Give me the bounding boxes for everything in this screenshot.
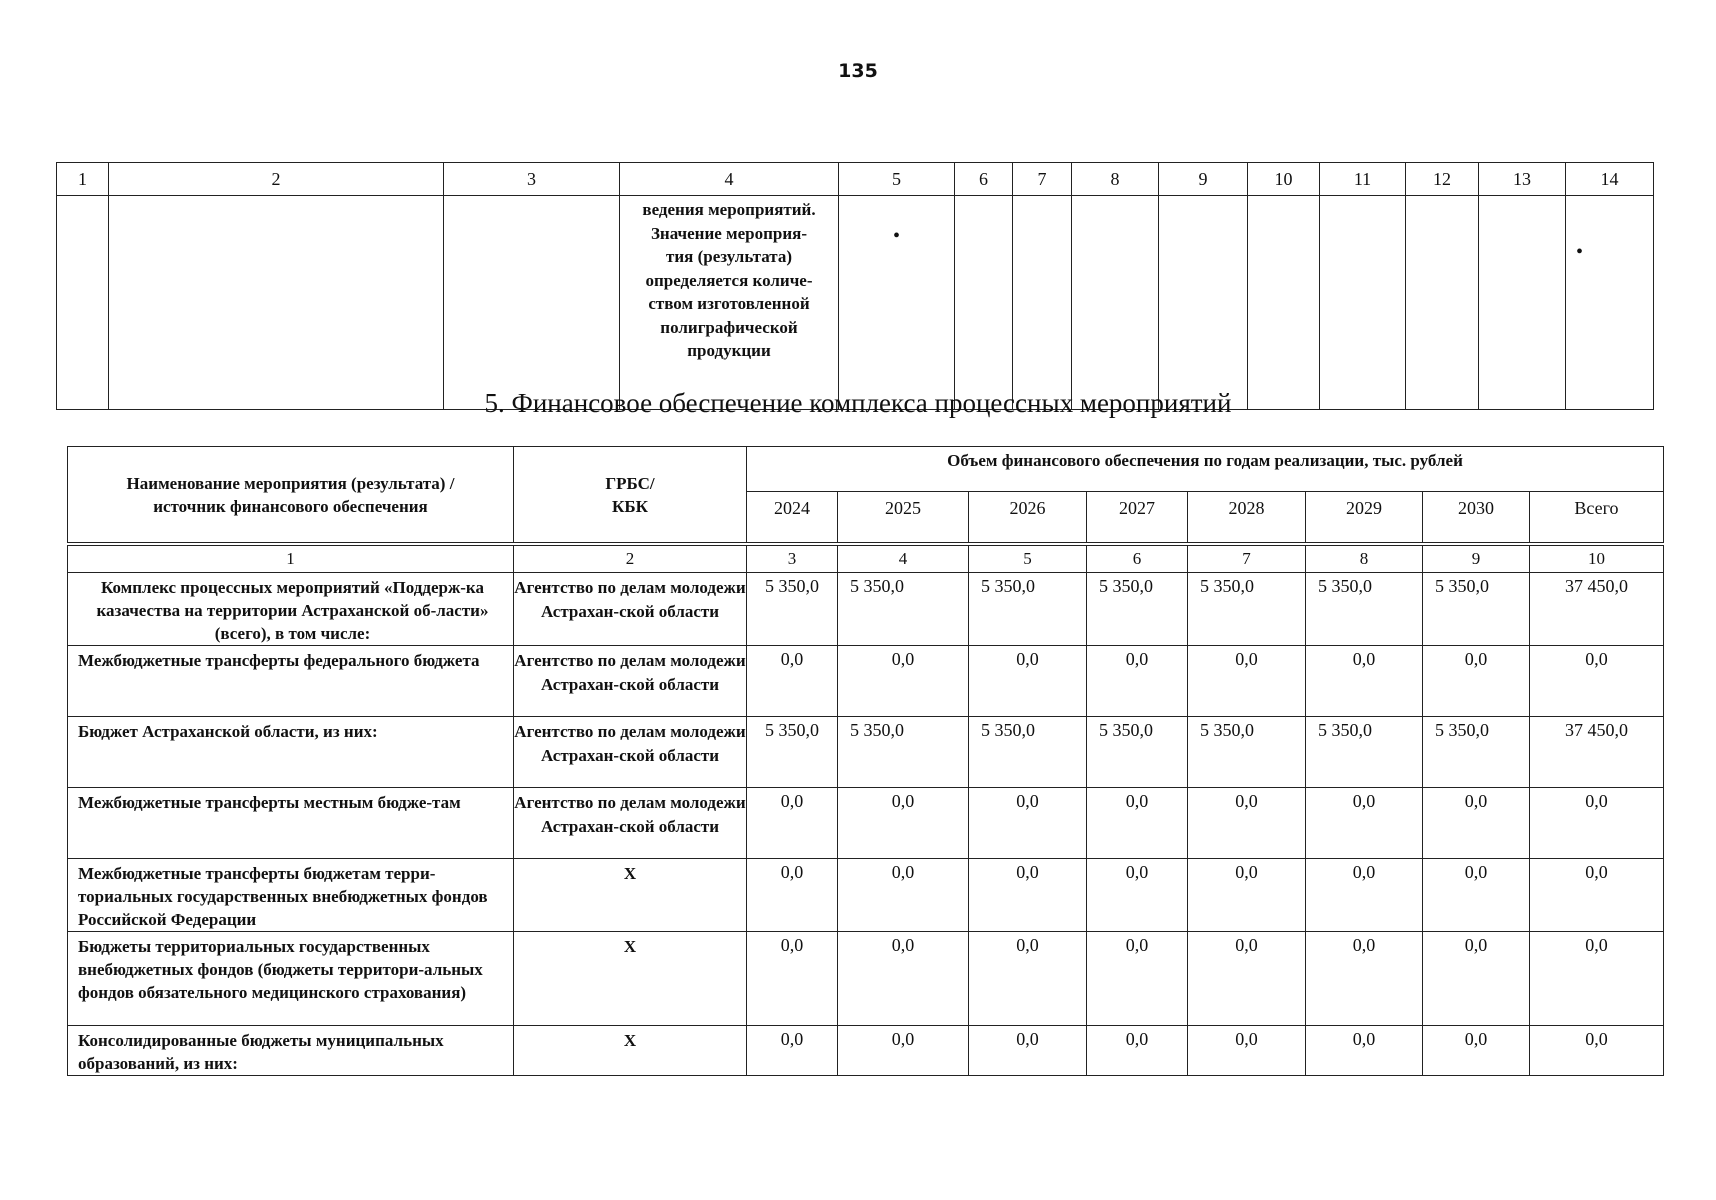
column-number: 2 [109,163,444,196]
value-cell: 0,0 [1423,859,1530,932]
table-cell [57,196,109,410]
value-cell: 0,0 [1306,788,1423,859]
section-title: 5. Финансовое обеспечение комплекса процессных мероприятий [484,388,1232,418]
text-line: ством изготовленной [648,294,810,313]
year-header: 2030 [1423,492,1530,545]
value-cell: 5 350,0 [1087,573,1188,646]
table-row [68,859,1664,932]
value-cell: 5 350,0 [1087,717,1188,788]
column-number: 7 [1013,163,1072,196]
value-cell: 0,0 [747,859,838,932]
value-cell: 0,0 [1306,646,1423,717]
value-cell: 0,0 [1188,859,1306,932]
text-line: продукции [687,341,771,360]
year-header: 2029 [1306,492,1423,545]
name-column-header: Наименование мероприятия (результата) / источник финансового обеспечения [68,447,514,545]
value-cell: 5 350,0 [1188,573,1306,646]
value-cell: 0,0 [969,646,1087,717]
year-header: 2024 [747,492,838,545]
dot-mark: • [1576,241,1584,263]
row-grbs-cell: Х [514,859,747,932]
row-grbs-cell: Агентство по делам молодежи Астрахан-ской области [514,646,747,717]
value-cell: 0,0 [1306,1026,1423,1076]
value-cell: 0,0 [1087,1026,1188,1076]
row-name-cell: Бюджет Астраханской области, из них: [68,717,514,788]
year-header: 2025 [838,492,969,545]
total-cell: 0,0 [1530,646,1664,717]
grbs-header-line: ГРБС/ [605,473,655,493]
value-cell: 5 350,0 [1306,573,1423,646]
value-cell: 0,0 [838,859,969,932]
value-cell: 0,0 [1087,646,1188,717]
table-cell [1159,196,1248,410]
value-cell: 0,0 [1423,788,1530,859]
table-cell [1479,196,1566,410]
value-cell: 5 350,0 [1306,717,1423,788]
total-cell: 0,0 [1530,788,1664,859]
table-cell [1320,196,1406,410]
year-header: 2027 [1087,492,1188,545]
value-cell: 5 350,0 [1423,573,1530,646]
column-number: 4 [838,544,969,573]
column-number: 11 [1320,163,1406,196]
value-cell: 0,0 [747,932,838,1026]
text-line: тия (результата) [665,247,793,266]
value-cell: 0,0 [838,932,969,1026]
row-name-cell: Консолидированные бюджеты муниципальных образований, из них: [68,1026,514,1076]
value-cell: 0,0 [1306,932,1423,1026]
table-cell [109,196,444,410]
table-cell [444,196,620,410]
kbk-header-line: КБК [612,496,648,516]
column-number: 5 [839,163,955,196]
value-cell: 0,0 [747,646,838,717]
column-number: 14 [1566,163,1654,196]
total-cell: 0,0 [1530,932,1664,1026]
header-row [68,447,1664,492]
row-grbs-cell: Агентство по делам молодежи Астрахан-ской области [514,788,747,859]
value-cell: 0,0 [838,788,969,859]
continuation-table [56,162,1654,410]
value-cell: 5 350,0 [838,717,969,788]
column-number: 6 [955,163,1013,196]
value-cell: 0,0 [1188,788,1306,859]
total-cell: 0,0 [1530,859,1664,932]
value-cell: 5 350,0 [969,717,1087,788]
value-cell: 5 350,0 [838,573,969,646]
value-cell: 5 350,0 [969,573,1087,646]
column-number-row [57,163,1654,196]
table-row [68,932,1664,1026]
value-cell: 5 350,0 [747,717,838,788]
year-header: 2028 [1188,492,1306,545]
value-cell: 0,0 [747,1026,838,1076]
column-number: 7 [1188,544,1306,573]
value-cell: 0,0 [969,1026,1087,1076]
dot-mark: • [892,225,900,247]
table-row [68,646,1664,717]
table-row [68,573,1664,646]
column-number: 8 [1306,544,1423,573]
row-grbs-cell: Х [514,932,747,1026]
table-cell [1072,196,1159,410]
value-cell: 0,0 [1087,859,1188,932]
total-cell: 0,0 [1530,1026,1664,1076]
value-cell: 0,0 [1087,788,1188,859]
column-number: 9 [1159,163,1248,196]
table-row [68,717,1664,788]
value-cell: 0,0 [1087,932,1188,1026]
value-cell: 0,0 [838,1026,969,1076]
row-name-cell: Межбюджетные трансферты местным бюдже-там [68,788,514,859]
value-cell: 0,0 [1306,859,1423,932]
row-grbs-cell: Агентство по делам молодежи Астрахан-ской области [514,573,747,646]
column-number: 9 [1423,544,1530,573]
value-cell: 0,0 [747,788,838,859]
year-header: 2026 [969,492,1087,545]
value-cell: 0,0 [1188,646,1306,717]
text-line: определяется количе- [645,270,813,290]
value-cell: 0,0 [1423,1026,1530,1076]
column-number: 1 [57,163,109,196]
value-cell: 0,0 [1188,1026,1306,1076]
table-cell [1248,196,1320,410]
value-cell: 5 350,0 [1188,717,1306,788]
row-grbs-cell: Агентство по делам молодежи Астрахан-ской области [514,717,747,788]
column-number: 1 [68,544,514,573]
value-cell: 0,0 [969,788,1087,859]
row-name-cell: Межбюджетные трансферты федерального бюджета [68,646,514,717]
column-number: 2 [514,544,747,573]
volume-header: Объем финансового обеспечения по годам реализации, тыс. рублей [747,447,1664,492]
row-name-cell: Комплекс процессных мероприятий «Поддерж-ка казачества на территории Астраханской об-ласти» (всего), в том числе: [68,573,514,646]
value-cell: 5 350,0 [747,573,838,646]
column-number: 3 [747,544,838,573]
value-cell: 0,0 [969,932,1087,1026]
table-row [57,196,1654,410]
table-row [68,788,1664,859]
value-cell: 0,0 [1423,646,1530,717]
column-number: 12 [1406,163,1479,196]
total-cell: 37 450,0 [1530,717,1664,788]
column-number: 3 [444,163,620,196]
page-number: 135 [838,60,878,82]
column-number-row [68,544,1664,573]
table-row [68,1026,1664,1076]
table-cell [1566,196,1654,410]
total-cell: 37 450,0 [1530,573,1664,646]
row-name-cell: Бюджеты территориальных государственных внебюджетных фондов (бюджеты территори-альных фондов обязательного медицинского страхования) [68,932,514,1026]
value-cell: 5 350,0 [1423,717,1530,788]
row-name-cell: Межбюджетные трансферты бюджетам терри-ториальных государственных внебюджетных фондов Российской Федерации [68,859,514,932]
value-cell: 0,0 [969,859,1087,932]
table-cell [839,196,955,410]
value-cell: 0,0 [1423,932,1530,1026]
column-number: 10 [1530,544,1664,573]
table-cell [1013,196,1072,410]
financial-table [67,446,1664,1076]
value-cell: 0,0 [838,646,969,717]
column-number: 13 [1479,163,1566,196]
column-number: 5 [969,544,1087,573]
grbs-column-header [514,447,747,545]
result-description-cell [620,196,839,410]
text-line: ведения мероприятий. [642,200,816,219]
column-number: 4 [620,163,839,196]
total-header: Всего [1530,492,1664,545]
text-line: Значение мероприя- [650,223,808,243]
table-cell [955,196,1013,410]
column-number: 8 [1072,163,1159,196]
table-cell [1406,196,1479,410]
text-line: полиграфической [660,317,798,337]
row-grbs-cell: Х [514,1026,747,1076]
column-number: 10 [1248,163,1320,196]
column-number: 6 [1087,544,1188,573]
value-cell: 0,0 [1188,932,1306,1026]
